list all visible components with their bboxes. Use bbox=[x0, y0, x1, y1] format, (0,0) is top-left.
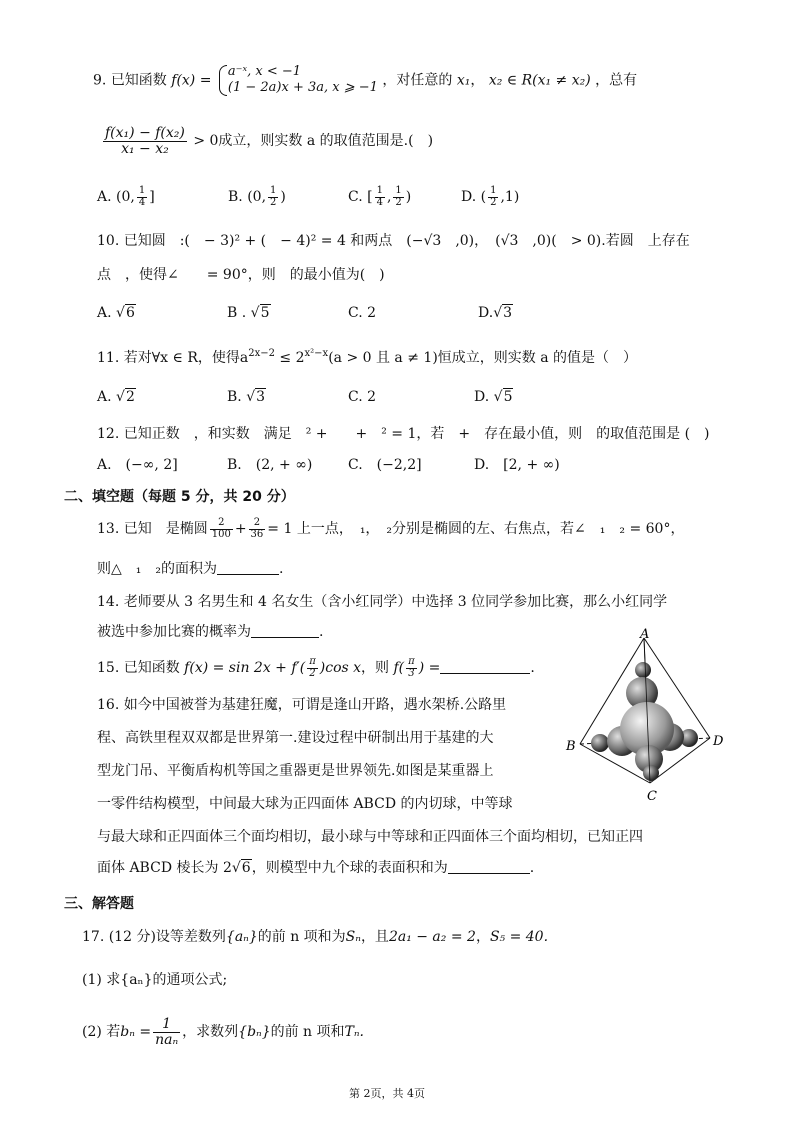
option-d: D. ( $\frac{1}{2}$ ,1) bbox=[461, 185, 520, 208]
answer-blank[interactable] bbox=[440, 673, 530, 674]
answer-blank[interactable] bbox=[251, 637, 319, 638]
q13-line2: 则△ ₁ ₂的面积为 . bbox=[97, 561, 284, 577]
option-c: C. 2 bbox=[348, 389, 377, 405]
question-number: 9. bbox=[93, 72, 107, 89]
q10-line2: 点 ，使得∠ = 90°，则 的最小值为( ) bbox=[97, 267, 385, 283]
q10-options bbox=[97, 305, 617, 325]
small-sphere-left bbox=[591, 734, 609, 752]
q12-options bbox=[97, 457, 617, 477]
vertex-label-b: B bbox=[566, 739, 576, 754]
q9-line1: 9. 已知函数 f(x) = a⁻ˣ, x < −1 (1 − 2a)x + 3a, x ⩾ −1 ，对任意的 x₁， x₂ ∈ R(x₁ ≠ x₂) ，总有 bbox=[93, 64, 638, 96]
small-sphere-bottom bbox=[643, 765, 659, 781]
q13-line1: 13. 已知 是椭圆 $\frac{2}{100}$ + $\frac{2}{36}$ = 1 上一点， ₁， ₂分别是椭圆的左、右焦点，若∠ ₁ ₂ = 60°， bbox=[97, 517, 685, 540]
option-b: B. (0, $\frac{1}{2}$ ) bbox=[228, 185, 286, 208]
option-a: A. √6 bbox=[97, 305, 135, 321]
q16-line4: 一零件结构模型，中间最大球为正四面体 ABCD 的内切球，中等球 bbox=[97, 796, 513, 812]
option-c: C. [ $\frac{1}{4}$ , $\frac{1}{2}$ ) bbox=[348, 185, 412, 208]
piecewise-function: a⁻ˣ, x < −1 (1 − 2a)x + 3a, x ⩾ −1 bbox=[216, 64, 378, 97]
q12-line1: 12. 已知正数 ，和实数 满足 ² + + ² = 1，若 + 存在最小值，则 的取值范围是 ( ) bbox=[97, 426, 710, 442]
q11-options bbox=[97, 389, 617, 409]
option-a: A. (−∞, 2] bbox=[97, 457, 178, 473]
small-sphere-top bbox=[635, 662, 651, 678]
vertex-label-a: A bbox=[640, 627, 650, 642]
tetrahedron-spheres-figure bbox=[560, 626, 732, 804]
q16-line6: 面体 ABCD 棱长为 2√6，则模型中九个球的表面积和为 . bbox=[97, 860, 535, 876]
vertex-label-d: D bbox=[713, 734, 724, 749]
option-b: B. (2, + ∞) bbox=[227, 457, 313, 473]
answer-blank[interactable] bbox=[217, 574, 279, 575]
section-title-fill-in: 二、填空题（每题 5 分，共 20 分） bbox=[64, 489, 295, 505]
q16-line2: 程、高铁里程双双都是世界第一.建设过程中研制出用于基建的大 bbox=[97, 730, 494, 746]
q16-line5: 与最大球和正四面体三个面均相切，最小球与中等球和正四面体三个面均相切，已知正四 bbox=[97, 829, 643, 845]
option-a: A. √2 bbox=[97, 389, 135, 405]
q16-line1: 16. 如今中国被誉为基建狂魔，可谓是逢山开路，遇水架桥.公路里 bbox=[97, 697, 507, 713]
option-d: D. [2, + ∞) bbox=[474, 457, 560, 473]
option-c: C. 2 bbox=[348, 305, 377, 321]
q11-line1: 11. 若对∀x ∈ R，使得$a^{2x-2} \le 2^{x^2-x}(a > 0$ 且 a ≠ 1)恒成立，则实数 a 的值是（ ） bbox=[97, 348, 638, 366]
q15-line: 15. 已知函数 f(x) = sin 2x + f′( $\frac{\pi}{2}$ )cos x，则 f( $\frac{\pi}{3}$ ) = . bbox=[97, 656, 535, 679]
difference-quotient: $\frac{\text{f(x₁) − f(x₂)}}{\text{x₁ − x₂}}$ bbox=[105, 125, 185, 157]
option-b: B . √5 bbox=[227, 305, 270, 321]
q17-line1: 17. (12 分)设等差数列{aₙ}的前 n 项和为Sₙ，且2a₁ − a₂ = 2，S₅ = 40. bbox=[82, 929, 549, 945]
q10-line1: 10. 已知圆 :( − 3)² + ( − 4)² = 4 和两点 (−√3 ,0)， (√3 ,0)( > 0).若圆 上存在 bbox=[97, 233, 690, 249]
answer-blank[interactable] bbox=[448, 873, 530, 874]
option-b: B. √3 bbox=[227, 389, 266, 405]
option-d: D.√3 bbox=[478, 305, 513, 321]
option-a: A. (0, $\frac{1}{4}$ ] bbox=[97, 185, 155, 208]
option-d: D. √5 bbox=[474, 389, 513, 405]
vertex-label-c: C bbox=[647, 789, 657, 804]
q16-line3: 型龙门吊、平衡盾构机等国之重器更是世界领先.如图是某重器上 bbox=[97, 763, 494, 779]
q9-line2: $\frac{\text{f(x₁) − f(x₂)}}{\text{x₁ − x₂}}$ > 0成立，则实数 a 的取值范围是.( ) bbox=[105, 125, 434, 157]
page-footer: 第 2页，共 4页 bbox=[349, 1087, 425, 1100]
q17-part2: (2) 若bₙ = $\frac{1}{\text{naₙ}}$ ，求数列{bₙ}的前 n 项和Tₙ. bbox=[82, 1016, 364, 1048]
option-c: C. (−2,2] bbox=[348, 457, 422, 473]
q14-line1: 14. 老师要从 3 名男生和 4 名女生（含小红同学）中选择 3 位同学参加比赛，那么小红同学 bbox=[97, 594, 668, 610]
q17-part1: (1) 求{aₙ}的通项公式; bbox=[82, 972, 228, 988]
section-title-solutions: 三、解答题 bbox=[64, 896, 134, 912]
q14-line2: 被选中参加比赛的概率为 . bbox=[97, 624, 324, 640]
